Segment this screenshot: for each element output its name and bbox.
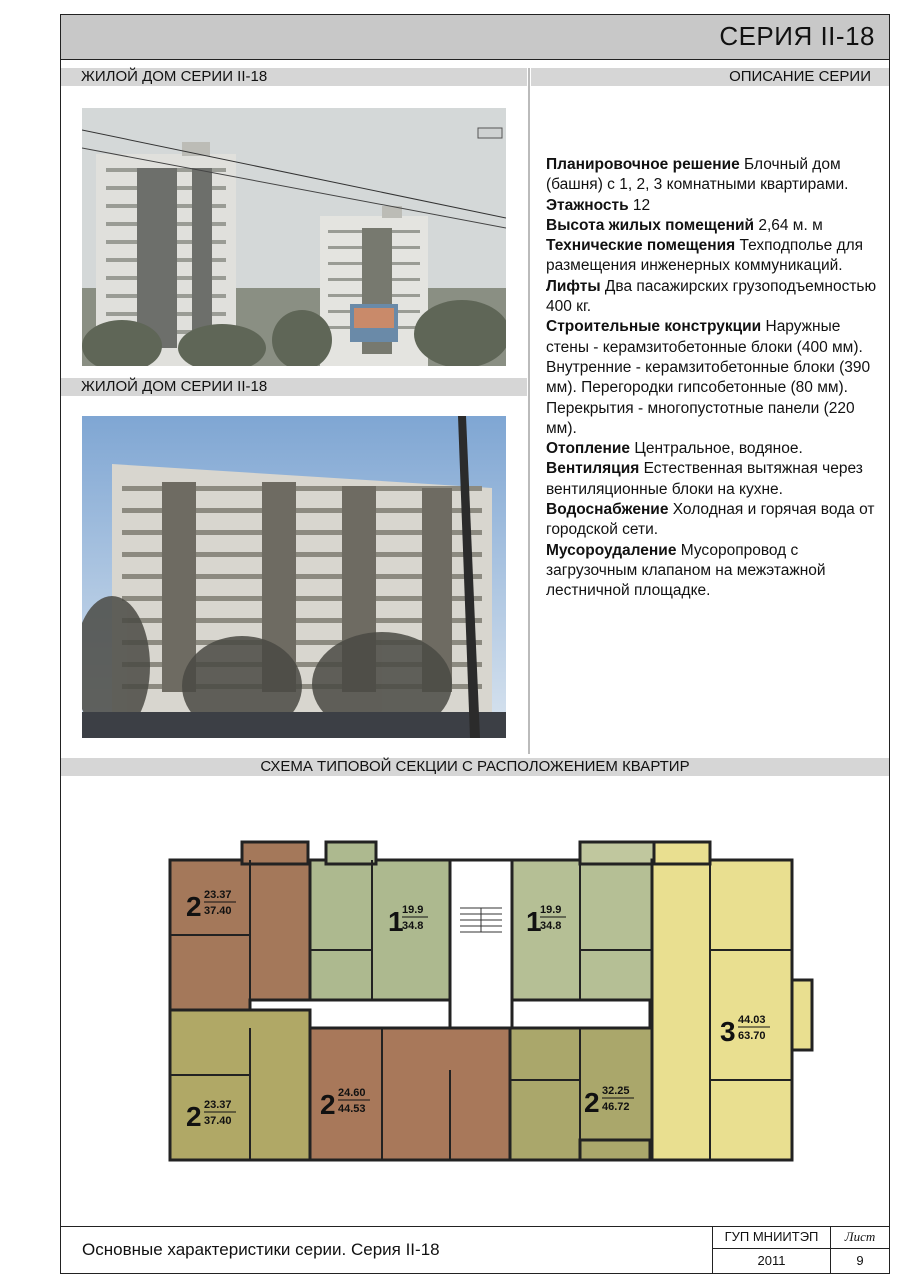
svg-text:37.40: 37.40: [204, 1115, 232, 1127]
svg-text:32.25: 32.25: [602, 1085, 630, 1097]
footer-title: Основные характеристики серии. Серия II-18: [82, 1240, 440, 1259]
series-description: [546, 155, 878, 602]
svg-text:24.60: 24.60: [338, 1087, 366, 1099]
svg-text:46.72: 46.72: [602, 1101, 630, 1113]
footer-sheet-box: [830, 1226, 889, 1274]
svg-text:34.8: 34.8: [540, 920, 562, 932]
svg-text:2: 2: [186, 1101, 202, 1132]
desc-planning: Планировочное решение Блочный дом (башня) с 1, 2, 3 комнатными квартирами.: [546, 156, 849, 194]
desc-elevators: Лифты Два пасажирских грузоподъемностью 400 кг.: [546, 277, 877, 316]
photo-caption-2: ЖИЛОЙ ДОМ СЕРИИ II-18: [61, 378, 527, 396]
desc-technical: Технические помещения Техподполье для размещения инженерных коммуникаций.: [546, 237, 864, 275]
series-title: СЕРИЯ II-18: [719, 21, 875, 51]
photo-caption-1: ЖИЛОЙ ДОМ СЕРИИ II-18: [61, 68, 527, 86]
svg-text:2: 2: [186, 891, 202, 922]
svg-text:2: 2: [320, 1089, 336, 1120]
svg-text:34.8: 34.8: [402, 920, 424, 932]
svg-text:44.53: 44.53: [338, 1103, 366, 1115]
desc-water: Водоснабжение Холодная и горячая вода от городской сети.: [546, 501, 875, 539]
svg-text:19.9: 19.9: [402, 904, 424, 916]
desc-waste: Мусороудаление Мусоропровод с загрузочным клапаном на межэтажной лестничной площадке.: [546, 541, 826, 600]
svg-text:3: 3: [720, 1016, 736, 1047]
footer-year: 2011: [757, 1253, 786, 1268]
desc-construction: Строительные конструкции Наружные стены - керамзитобетонные блоки (400 мм). Внутренние - керамзитобетонные блоки (390 мм). Перегородки гипсобетонные (80 мм). Перекрытия - многопустотные панели (220 мм).: [546, 318, 871, 437]
svg-text:1: 1: [388, 906, 404, 937]
footer-sheet-label: Лист: [831, 1226, 889, 1249]
svg-text:44.03: 44.03: [738, 1014, 766, 1026]
building-photo-2: [82, 416, 506, 738]
svg-text:19.9: 19.9: [540, 904, 562, 916]
svg-text:1: 1: [526, 906, 542, 937]
desc-height: Высота жилых помещений 2,64 м. м: [546, 216, 823, 234]
floor-plan: [160, 830, 832, 1162]
building-photo-1: [82, 108, 506, 366]
title-bar: [60, 14, 890, 60]
svg-text:63.70: 63.70: [738, 1030, 766, 1042]
column-divider: [528, 68, 530, 754]
description-header: ОПИСАНИЕ СЕРИИ: [531, 68, 889, 86]
svg-text:37.40: 37.40: [204, 905, 232, 917]
footer-org-box: [712, 1226, 830, 1274]
svg-text:23.37: 23.37: [204, 1099, 232, 1111]
svg-text:2: 2: [584, 1087, 600, 1118]
desc-heating: Отопление Центральное, водяное.: [546, 440, 803, 458]
svg-text:23.37: 23.37: [204, 889, 232, 901]
footer-org: ГУП МНИИТЭП: [713, 1226, 830, 1249]
scheme-header: СХЕМА ТИПОВОЙ СЕКЦИИ С РАСПОЛОЖЕНИЕМ КВАРТИР: [61, 758, 889, 776]
footer-sheet-number: 9: [856, 1253, 864, 1268]
desc-floors: Этажность 12: [546, 196, 651, 214]
desc-ventilation: Вентиляция Естественная вытяжная через вентиляционные блоки на кухне.: [546, 460, 863, 498]
